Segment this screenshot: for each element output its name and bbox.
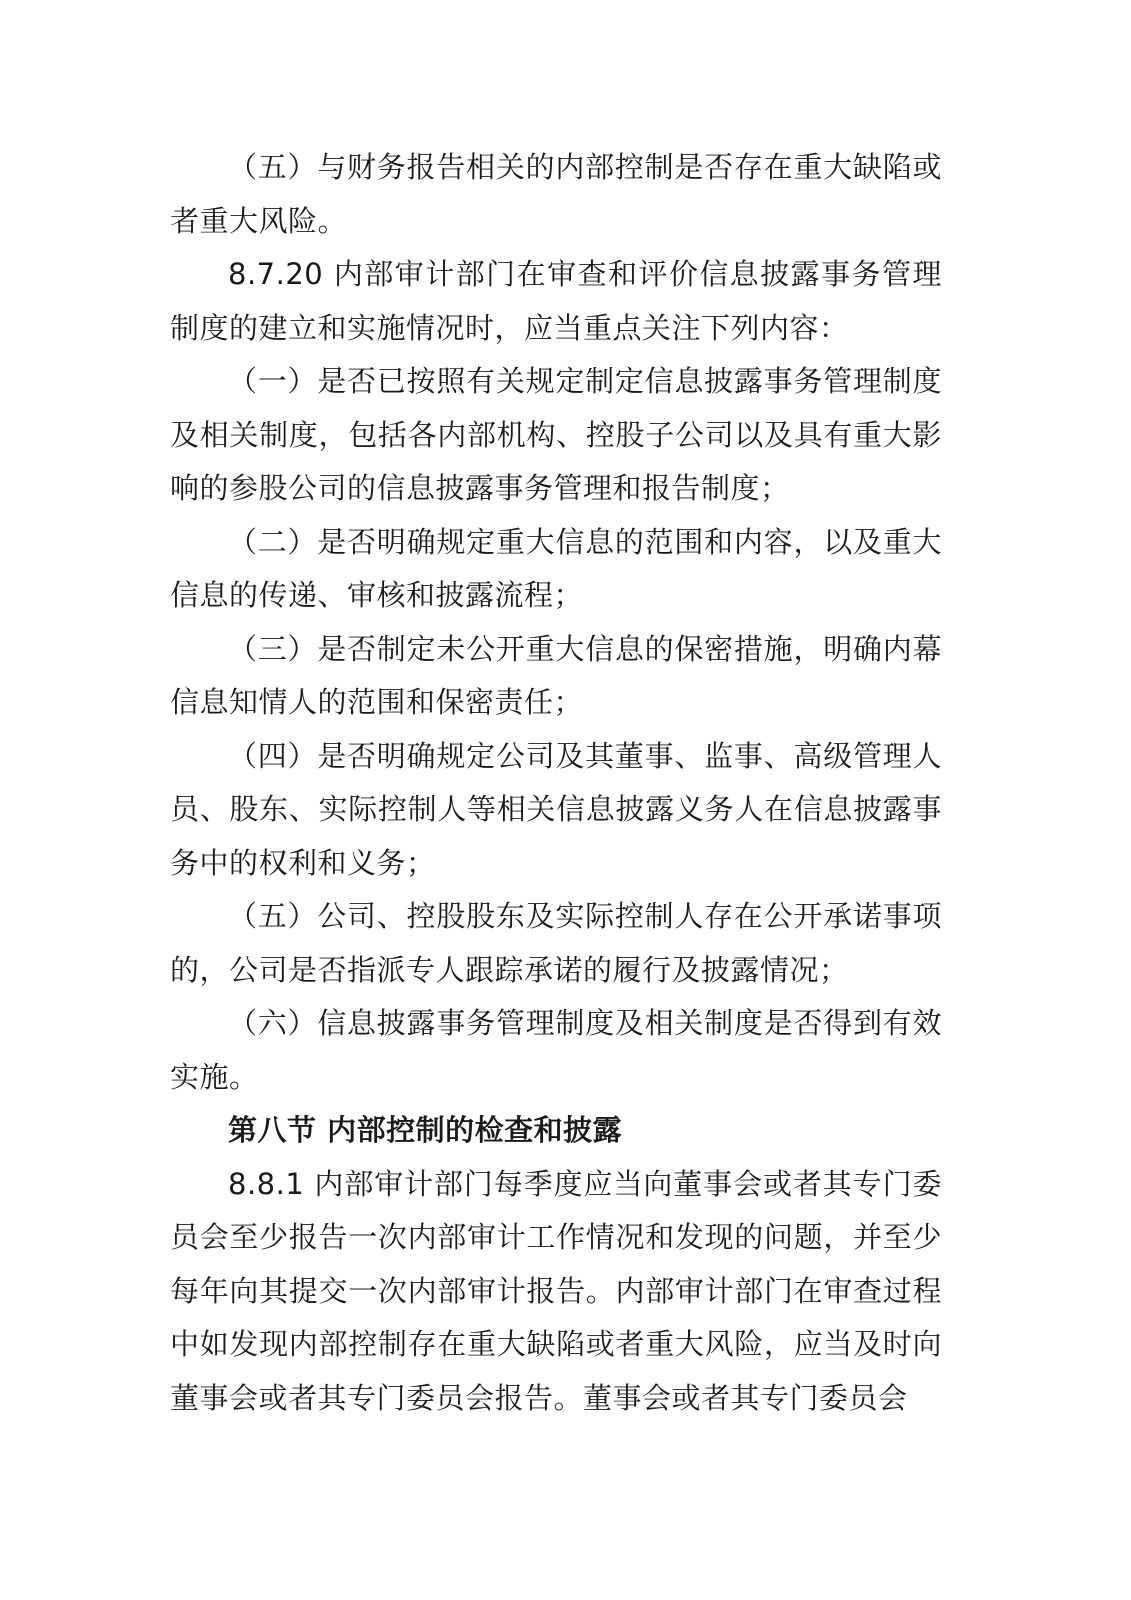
paragraph-item-3: （三）是否制定未公开重大信息的保密措施，明确内幕信息知情人的范围和保密责任；: [170, 631, 942, 719]
paragraph-item-4: （四）是否明确规定公司及其董事、监事、高级管理人员、股东、实际控制人等相关信息披露义务人在信息披露事务中的权利和义务；: [170, 738, 942, 880]
paragraph-item-5b: （五）公司、控股股东及实际控制人存在公开承诺事项的，公司是否指派专人跟踪承诺的履行及披露情况；: [170, 899, 942, 987]
paragraph-item-1: （一）是否已按照有关规定制定信息披露事务管理制度及相关制度，包括各内部机构、控股子公司以及具有重大影响的参股公司的信息披露事务管理和报告制度；: [170, 364, 942, 505]
clause-8-7-20: 8.7.20 内部审计部门在审查和评价信息披露事务管理制度的建立和实施情况时，应当重点关注下列内容：: [170, 257, 942, 345]
paragraph-item-2: （二）是否明确规定重大信息的范围和内容，以及重大信息的传递、审核和披露流程；: [170, 524, 942, 612]
paragraph-item-5: （五）与财务报告相关的内部控制是否存在重大缺陷或者重大风险。: [170, 150, 942, 238]
document-body: [170, 141, 942, 1425]
paragraph-item-6: （六）信息披露事务管理制度及相关制度是否得到有效实施。: [170, 1006, 942, 1094]
clause-8-8-1: 8.8.1 内部审计部门每季度应当向董事会或者其专门委员会至少报告一次内部审计工作情况和发现的问题，并至少每年向其提交一次内部审计报告。内部审计部门在审查过程中如发现内部控制存在重大缺陷或者重大风险，应当及时向董事会或者其专门委员会报告。董事会或者其专门委员会: [170, 1166, 942, 1415]
section-heading: 第八节 内部控制的检查和披露: [228, 1113, 623, 1147]
